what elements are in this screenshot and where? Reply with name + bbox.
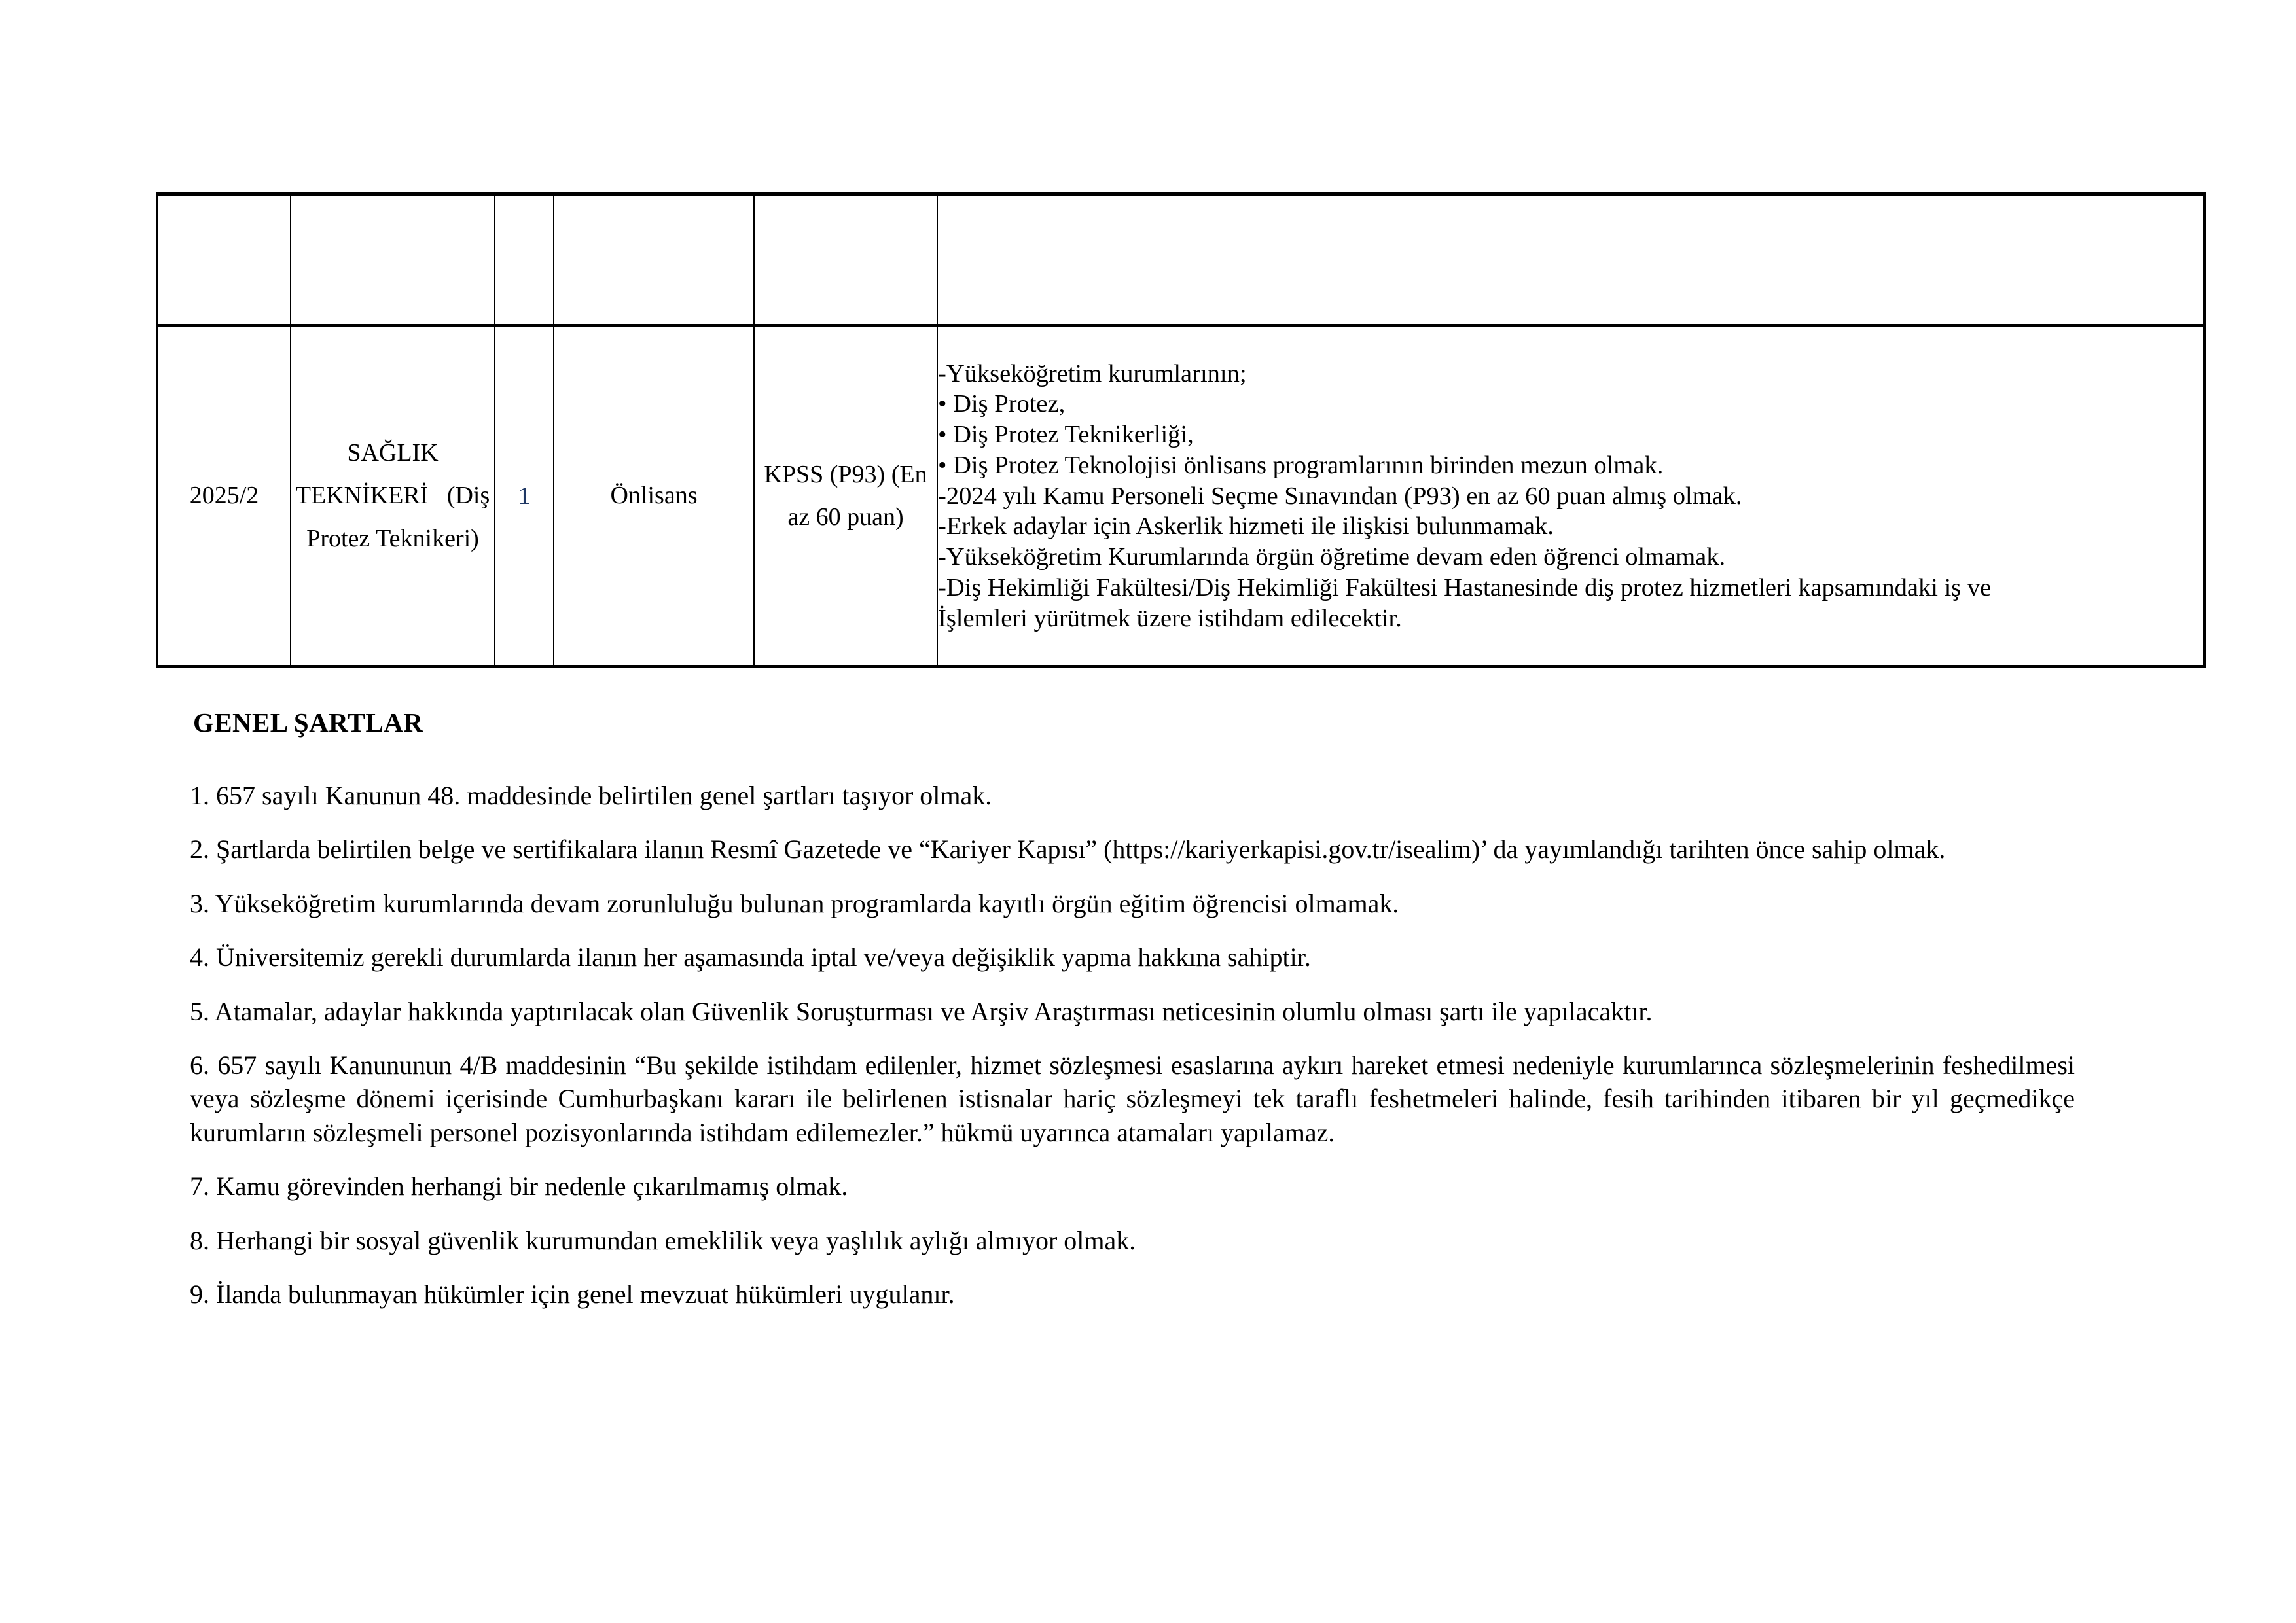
condition-item-1: 1. 657 sayılı Kanunun 48. maddesinde belirtilen genel şartları taşıyor olmak.: [190, 781, 992, 810]
sart-line-8: -Diş Hekimliği Fakültesi/Diş Hekimliği Fakültesi Hastanesinde diş protez hizmetleri kapsamındaki iş ve: [938, 573, 1992, 601]
unvan-line-1: SAĞLIK: [347, 438, 439, 467]
unvan-line-4: Teknikeri): [376, 524, 479, 552]
header-cell-unvan: [291, 194, 495, 326]
position-table-container: [156, 192, 2203, 668]
sart-line-4: • Diş Protez Teknolojisi önlisans programlarının birinden mezun olmak.: [938, 451, 1664, 479]
kpss-line-2: (En az 60: [787, 460, 927, 531]
section-heading-genel-sartlar: GENEL ŞARTLAR: [193, 707, 423, 738]
kpss-line-3: puan): [847, 503, 904, 531]
condition-item-3: 3. Yükseköğretim kurumlarında devam zorunluluğu bulunan programlarda kayıtlı örgün eğitim öğrencisi olmamak.: [190, 888, 1399, 918]
condition-item-4: 4. Üniversitemiz gerekli durumlarda ilanın her aşamasında iptal ve/veya değişiklik yapma hakkına sahiptir.: [190, 942, 1311, 972]
unvan-line-3: (Diş Protez: [306, 482, 490, 552]
table-header-row: [157, 194, 2204, 326]
condition-item-5: 5. Atamalar, adaylar hakkında yaptırılacak olan Güvenlik Soruşturması ve Arşiv Araştırması neticesinin olumlu olması şartı ile yapılacaktır.: [190, 996, 1653, 1026]
condition-item-8: 8. Herhangi bir sosyal güvenlik kurumundan emeklilik veya yaşlılık aylığı almıyor olmak.: [190, 1225, 1136, 1255]
header-cell-ogrenim: [554, 194, 754, 326]
kpss-line-1: KPSS (P93): [764, 460, 886, 488]
sart-line-6: -Erkek adaylar için Askerlik hizmeti ile ilişkisi bulunmamak.: [938, 512, 1554, 541]
sart-line-7: -Yükseköğretim Kurumlarında örgün öğretime devam eden öğrenci olmamak.: [938, 543, 1726, 571]
cell-ogrenim: Önlisans: [554, 326, 754, 667]
cell-unvan: [291, 326, 495, 667]
sart-line-1: -Yükseköğretim kurumlarının;: [938, 359, 1247, 387]
unvan-line-2: TEKNİKERİ: [295, 482, 429, 510]
condition-item-6: 6. 657 sayılı Kanununun 4/B maddesinin “Bu şekilde istihdam edilenler, hizmet sözleşmesi esaslarına aykırı hareket etmesi nedeniyle kurumlarınca sözleşmelerinin feshedilmesi veya sözleşme dönemi içerisinde Cumhurbaşkanı kararı ile belirlenen istisnalar hariç sözleşmeyi tek taraflı feshetmeleri halinde, fesih tarihinden itibaren bir yıl geçmedikçe kurumların sözleşmeli personel pozisyonlarında istihdam edilemezler.” hükmü uyarınca atamaları yapılamaz.: [190, 1050, 2075, 1147]
position-table: [156, 192, 2206, 668]
condition-item-2: 2. Şartlarda belirtilen belge ve sertifikalara ilanın Resmî Gazetede ve “Kariyer Kapısı” (https://kariyerkapisi.gov.tr/isealim)’ da yayımlandığı tarihten önce sahip olmak.: [190, 834, 1946, 865]
condition-item-9: 9. İlanda bulunmayan hükümler için genel mevzuat hükümleri uygulanır.: [190, 1279, 955, 1309]
header-cell-kod: [157, 194, 291, 326]
table-row: [157, 326, 2204, 667]
sart-line-2: • Diş Protez,: [938, 390, 1066, 418]
condition-item-7: 7. Kamu görevinden herhangi bir nedenle çıkarılmamış olmak.: [190, 1171, 848, 1202]
cell-ozel-sartlar: [937, 326, 2204, 667]
cell-kod: 2025/2: [157, 326, 291, 667]
header-cell-ozel-sartlar: [937, 194, 2204, 326]
sart-line-9: İşlemleri yürütmek üzere istihdam edilecektir.: [938, 604, 1402, 632]
unvan-spacer: [435, 482, 441, 509]
header-cell-kpss: [754, 194, 937, 326]
cell-kpss: [754, 326, 937, 667]
general-conditions-section: [190, 707, 2075, 1311]
header-cell-adet: [495, 194, 554, 326]
sart-line-3: • Diş Protez Teknikerliği,: [938, 421, 1194, 449]
sart-line-5: -2024 yılı Kamu Personeli Seçme Sınavından (P93) en az 60 puan almış olmak.: [938, 482, 1742, 510]
cell-adet: 1: [495, 326, 554, 667]
